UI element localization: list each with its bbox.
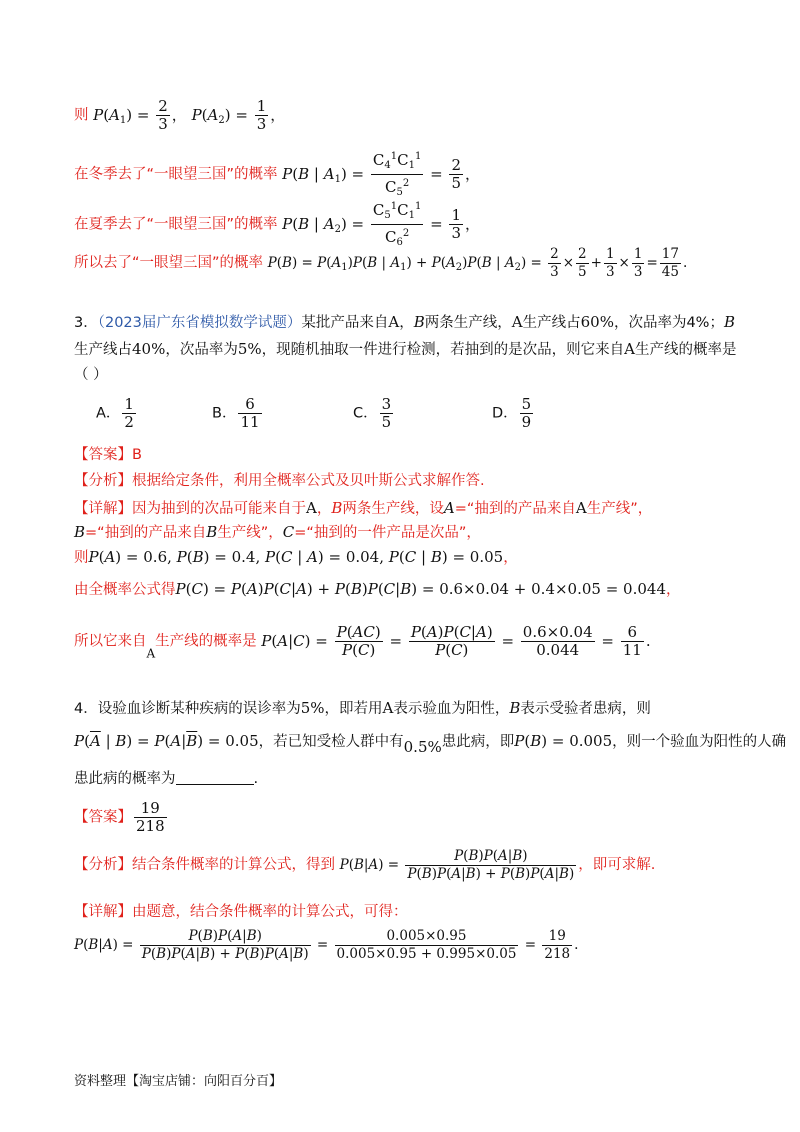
q3-stem-line-1: 3．（2023届广东省模拟数学试题）某批产品来自A，B两条生产线，A生产线占60%，次品率为4%；B — [74, 313, 735, 331]
intro-line-3: 在夏季去了“一眼望三国”的概率 P(B | $A_2$) = $\frac{C_5^1C_1^1}{C_6^2}$ = $\frac{1}{3}$ ， — [74, 198, 480, 251]
q3-conclusion: 所以它来自$_A$生产线的概率是 P(A|C) = $\frac{P(AC)}{P(C)}$ = $\frac{P(A)P(C|A)}{P(C)}$ = $\frac{0.6\times 0.04}{0.044}$ = $\frac{6}{11}$ . — [74, 623, 651, 661]
q4-stem-line-2: $P(\overline{A}$ | $B) = P(A|\overline{B}) = 0.05$，若已知受检人群中有0.5%患此病，即P(B) = 0.005，则一个验血为阳性的人确 — [74, 732, 787, 756]
q3-detail-line-3: 则P(A) = 0.6, P(B) = 0.4, P(C | A) = 0.04, P(C | B) = 0.05， — [74, 548, 518, 566]
q3-stem-line-2: 生产线占40%，次品率为5%，现随机抽取一件进行检测，若抽到的是次品，则它来自A生产线的概率是 — [74, 340, 737, 358]
footer: 资料整理【淘宝店铺：向阳百分百】 — [74, 1074, 283, 1089]
q3-option-b[interactable]: B． $\frac{6}{11}$ — [212, 395, 260, 431]
q4-stem-line-1: 4．设验血诊断某种疾病的误诊率为5%，即若用A表示验血为阳性，B表示受验者患病，则 — [74, 699, 651, 717]
q3-source: （2023届广东省模拟数学试题） — [97, 315, 302, 331]
intro-line-2: 在冬季去了“一眼望三国”的概率 P(B | $A_1$) = $\frac{C_4^1C_1^1}{C_5^2}$ = $\frac{2}{5}$ ， — [74, 148, 480, 201]
q3-paren: （ ） — [74, 367, 108, 383]
q4-detail-formula: P(B|A) = $\frac{P(B)P(A|B)}{P(B)P(A|B) + P(\overline{B})P(A|\overline{B})}$ = $\frac{0.005\times 0.95}{0.005\times 0.95 + 0.995\times 0.05}$ = $\frac{19}{218}$ . — [74, 928, 579, 962]
q3-answer: 【答案】B — [74, 447, 142, 463]
q4-stem-line-3: 患此病的概率为 . — [74, 771, 259, 787]
answer-blank[interactable] — [176, 770, 254, 785]
intro-line-4: 所以去了“一眼望三国”的概率 $P(B) = P(A_1)P(B$ | $A_1) + P(A_2)P(B$ | $A_2$) = $\frac{2}{3}$ × $\frac{2}{5}$ + $\frac{1}{3}$ × $\frac{1}{3}$ = $\frac{17}{45}$ . — [74, 246, 688, 280]
q3-option-d[interactable]: D． $\frac{5}{9}$ — [492, 395, 532, 431]
q3-option-c[interactable]: C． $\frac{3}{5}$ — [353, 395, 392, 431]
intro-line-1: 则 $P(A_1)$ = $\frac{2}{3}$ ， $P(A_2)$ = $\frac{1}{3}$ ， — [74, 97, 286, 133]
q3-analysis: 【分析】根据给定条件，利用全概率公式及贝叶斯公式求解作答. — [74, 473, 485, 489]
q3-detail-line-1: 【详解】因为抽到的次品可能来自于A，B两条生产线，设A=“抽到的产品来自A生产线”， — [74, 499, 653, 517]
q4-analysis: 【分析】结合条件概率的计算公式，得到 P(B|A) = $\frac{P(B)P(A|B)}{P(B)P(A|B) + P(\overline{B})P(A|\overline{B})}$ ，即可求解. — [74, 848, 656, 882]
q4-answer: 【答案】 $\frac{19}{218}$ — [74, 799, 165, 835]
q3-total-prob: 由全概率公式得P(C) = P(A)P(C|A) + P(B)P(C|B) = 0.6×0.04 + 0.4×0.05 = 0.044， — [74, 580, 681, 598]
q4-detail: 【详解】由题意，结合条件概率的计算公式，可得： — [74, 904, 408, 920]
q3-detail-line-2: B=“抽到的产品来自B生产线”，C=“抽到的一件产品是次品”， — [74, 523, 481, 541]
q3-option-a[interactable]: A． $\frac{1}{2}$ — [96, 395, 134, 431]
